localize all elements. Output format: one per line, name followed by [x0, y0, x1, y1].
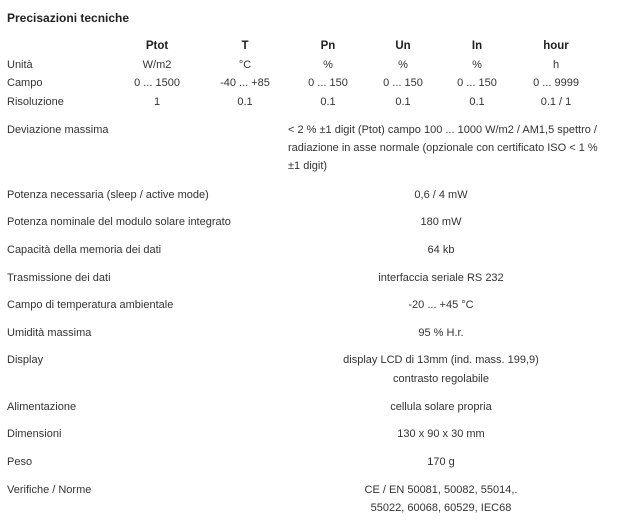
table-cell: 0 ... 150: [457, 77, 497, 89]
spec-value-line: CE / EN 50081, 50082, 55014,.: [364, 484, 518, 496]
table-cell: °C: [238, 59, 252, 71]
spec-label: Display: [7, 354, 44, 366]
spec-value-line: ±1 digit): [288, 160, 328, 172]
column-header: hour: [543, 40, 569, 52]
table-cell: 0 ... 150: [383, 77, 423, 89]
table-cell: W/m2: [142, 59, 172, 71]
spec-label: Peso: [7, 456, 33, 468]
column-header: Ptot: [145, 40, 169, 52]
spec-value: -20 ... +45 °C: [408, 299, 474, 311]
table-cell: %: [398, 59, 408, 71]
table-cell: 1: [153, 96, 161, 108]
table-cell: %: [472, 59, 482, 71]
table-cell: 0 ... 150: [308, 77, 348, 89]
spec-value-line: < 2 % ±1 digit (Ptot) campo 100 ... 1000 W/m2 / AM1,5 spettro /: [288, 124, 597, 136]
spec-value: 170 g: [427, 456, 455, 468]
page-title: Precisazioni tecniche: [7, 11, 130, 25]
spec-value-line: radiazione in asse normale (opzionale con certificato ISO < 1 %: [288, 142, 598, 154]
spec-label: Alimentazione: [7, 401, 77, 413]
spec-label: Deviazione massima: [7, 124, 109, 136]
spec-value-line: 55022, 60068, 60529, IEC68: [370, 502, 512, 514]
spec-value: cellula solare propria: [390, 401, 492, 413]
spec-value: interfaccia seriale RS 232: [378, 272, 504, 284]
column-header: T: [241, 40, 249, 52]
row-label: Campo: [7, 77, 43, 89]
spec-label: Trasmissione dei dati: [7, 272, 111, 284]
column-header: Un: [395, 40, 411, 52]
spec-value-line: contrasto regolabile: [392, 373, 489, 385]
table-cell: 0.1: [395, 96, 411, 108]
spec-value: 0,6 / 4 mW: [414, 189, 468, 201]
spec-label: Potenza nominale del modulo solare integrato: [7, 216, 231, 228]
spec-value: 95 % H.r.: [418, 327, 464, 339]
spec-value: 64 kb: [427, 244, 455, 256]
spec-label: Verifiche / Norme: [7, 484, 92, 496]
spec-value-line: display LCD di 13mm (ind. mass. 199,9): [343, 354, 539, 366]
table-cell: 0 ... 9999: [533, 77, 579, 89]
table-cell: h: [552, 59, 560, 71]
table-cell: 0.1: [237, 96, 253, 108]
table-cell: 0.1 / 1: [540, 96, 572, 108]
spec-label: Campo di temperatura ambientale: [7, 299, 174, 311]
spec-value: 180 mW: [420, 216, 462, 228]
table-cell: %: [323, 59, 333, 71]
table-cell: -40 ... +85: [220, 77, 270, 89]
spec-value: 130 x 90 x 30 mm: [397, 428, 485, 440]
spec-label: Potenza necessaria (sleep / active mode): [7, 189, 209, 201]
row-label: Unità: [7, 59, 33, 71]
table-cell: 0 ... 1500: [134, 77, 180, 89]
spec-label: Dimensioni: [7, 428, 62, 440]
row-label: Risoluzione: [7, 96, 64, 108]
column-header: Pn: [320, 40, 336, 52]
spec-label: Umidità massima: [7, 327, 92, 339]
table-cell: 0.1: [320, 96, 336, 108]
spec-label: Capacità della memoria dei dati: [7, 244, 162, 256]
column-header: In: [471, 40, 483, 52]
table-cell: 0.1: [469, 96, 485, 108]
